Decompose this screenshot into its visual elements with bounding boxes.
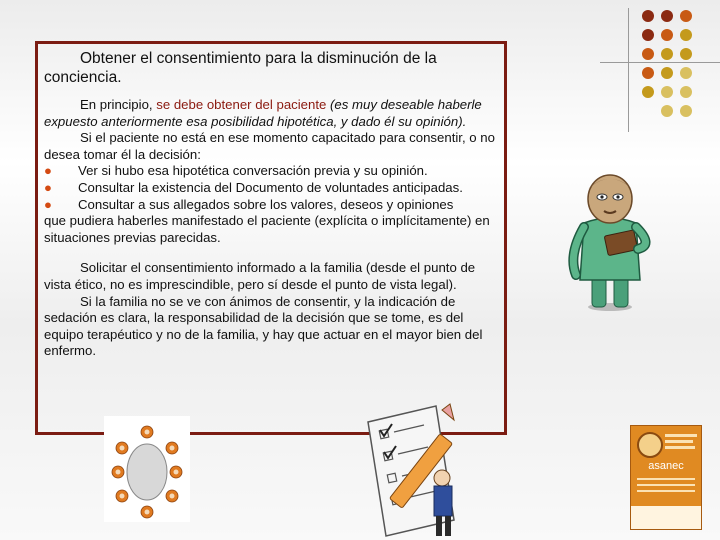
bullet-dot-icon: ● <box>44 163 52 179</box>
decor-dot <box>642 10 654 22</box>
decor-dot <box>661 48 673 60</box>
decor-dot <box>642 29 654 41</box>
decor-dot <box>661 67 673 79</box>
bullet-dot-icon: ● <box>44 196 52 212</box>
paragraph-family-consent: Solicitar el consentimiento informado a la familia (desde el punto de vista ético, no es imprescindible, pero sí desde el punto de vista legal). <box>44 260 476 292</box>
decor-dot <box>680 86 692 98</box>
principle-note: (es muy deseable haberle expuesto anteriormente esa posibilidad hipotética, y dado él su opinión). <box>44 97 482 129</box>
decor-dot <box>680 105 692 117</box>
paragraph-responsibility: Si la familia no se ve con ánimos de consentir, y la indicación de sedación es clara, la responsabilidad de la decisión que se tome, es del equipo terapéutico y no de la familia, y hay que actuar en el mayor bien del enfermo. <box>44 293 483 359</box>
bullet-item <box>44 197 502 214</box>
bullet-text: Consultar a sus allegados sobre los valores, deseos y opiniones <box>78 196 454 212</box>
decor-dot <box>680 29 692 41</box>
checklist-pencil-icon <box>358 400 488 540</box>
bullet-item <box>44 180 502 197</box>
decor-dot <box>661 105 673 117</box>
bullet-item <box>44 163 502 180</box>
decor-dot <box>642 48 654 60</box>
bullet-text: Ver si hubo esa hipotética conversación previa y su opinión. <box>78 163 428 179</box>
paragraph-bullet-continuation: que pudiera haberles manifestado el paciente (explícita o implícitamente) en situaciones previas parecidas. <box>44 213 490 245</box>
paragraph-incapacity: Si el paciente no está en ese momento capacitado para consentir, o no desea tomar él la decisión: <box>44 130 495 162</box>
meeting-table-icon <box>104 416 190 522</box>
principle-lead: En principio, <box>80 97 157 112</box>
decor-dot <box>642 67 654 79</box>
decor-dot <box>661 10 673 22</box>
decor-dot <box>661 86 673 98</box>
decor-dot <box>680 48 692 60</box>
decor-dot <box>680 10 692 22</box>
doctor-clipboard-icon <box>560 165 660 315</box>
decorative-vertical-line <box>628 8 629 132</box>
slide-title: Obtener el consentimiento para la disminución de la conciencia. <box>44 50 437 86</box>
decorative-horizontal-line <box>600 62 720 63</box>
book-logo-icon <box>637 432 663 458</box>
decor-dot <box>680 67 692 79</box>
paragraph-principle <box>44 97 502 130</box>
book-title: asanec <box>648 460 684 472</box>
principle-highlight: se debe obtener del paciente <box>156 97 331 112</box>
bullet-text: Consultar la existencia del Documento de voluntades anticipadas. <box>78 179 463 195</box>
decor-dot <box>642 86 654 98</box>
decor-dot <box>661 29 673 41</box>
asanec-book-cover-icon <box>630 425 702 530</box>
bullet-dot-icon: ● <box>44 179 52 195</box>
content-text-box <box>35 41 507 435</box>
